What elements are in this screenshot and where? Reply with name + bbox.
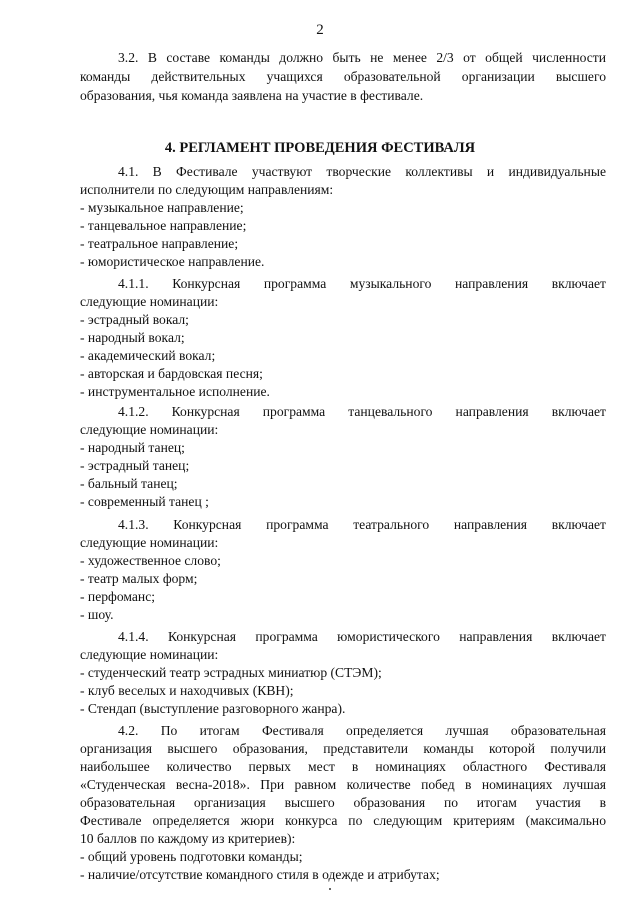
- para-4-2-line-2: организация высшего образования, представители команды которой получили: [80, 741, 606, 756]
- para-4-1-1-line-2: следующие номинации:: [80, 294, 219, 309]
- music-nomination: - эстрадный вокал;: [80, 312, 189, 327]
- criteria-item: - наличие/отсутствие командного стиля в одежде и атрибутах;: [80, 867, 440, 882]
- para-3-2-line-3: образования, чья команда заявлена на участие в фестивале.: [80, 88, 424, 103]
- para-4-1-1-line-1: 4.1.1. Конкурсная программа музыкального направления включает: [118, 276, 606, 291]
- music-nomination: - авторская и бардовская песня;: [80, 366, 263, 381]
- music-nomination: - академический вокал;: [80, 348, 216, 363]
- dance-nomination: - современный танец ;: [80, 494, 209, 509]
- section-title: 4. РЕГЛАМЕНТ ПРОВЕДЕНИЯ ФЕСТИВАЛЯ: [164, 140, 476, 156]
- para-4-2-line-3: наибольшее количество первых мест в номинациях областного Фестиваля: [80, 759, 606, 774]
- humor-nomination: - студенческий театр эстрадных миниатюр (СТЭМ);: [80, 665, 382, 680]
- humor-nomination: - Стендап (выступление разговорного жанра).: [80, 701, 346, 716]
- dance-nomination: - эстрадный танец;: [80, 458, 190, 473]
- theatre-nomination: - шоу.: [80, 607, 114, 622]
- page-number: 2: [316, 22, 324, 38]
- theatre-nomination: - художественное слово;: [80, 553, 221, 568]
- theatre-nomination: - перфоманс;: [80, 589, 156, 604]
- para-4-1-line-1: 4.1. В Фестивале участвуют творческие коллективы и индивидуальные: [118, 164, 606, 179]
- music-nomination: - инструментальное исполнение.: [80, 384, 270, 399]
- dance-nomination: - бальный танец;: [80, 476, 178, 491]
- para-4-1-4-line-1: 4.1.4. Конкурсная программа юмористического направления включает: [118, 629, 606, 644]
- para-4-1-3-line-2: следующие номинации:: [80, 535, 219, 550]
- para-4-1-3-line-1: 4.1.3. Конкурсная программа театрального направления включает: [118, 517, 606, 532]
- para-4-1-2-line-1: 4.1.2. Конкурсная программа танцевального направления включает: [118, 404, 606, 419]
- scan-speck: [329, 888, 331, 890]
- direction-item: - музыкальное направление;: [80, 200, 244, 215]
- dance-nomination: - народный танец;: [80, 440, 185, 455]
- criteria-item: - общий уровень подготовки команды;: [80, 849, 303, 864]
- direction-item: - юмористическое направление.: [80, 254, 265, 269]
- para-4-1-2-line-2: следующие номинации:: [80, 422, 219, 437]
- direction-item: - театральное направление;: [80, 236, 239, 251]
- para-4-1-line-2: исполнители по следующим направлениям:: [80, 182, 334, 197]
- para-4-2-line-4: «Студенческая весна-2018». При равном количестве побед в номинациях лучшая: [80, 777, 606, 792]
- para-4-2-line-7: 10 баллов по каждому из критериев):: [80, 831, 296, 846]
- para-4-1-4-line-2: следующие номинации:: [80, 647, 219, 662]
- para-4-2-line-5: образовательная организация высшего образования по итогам участия в: [80, 795, 606, 810]
- para-4-2-line-1: 4.2. По итогам Фестиваля определяется лучшая образовательная: [118, 723, 606, 738]
- para-3-2-line-2: команды действительных учащихся образовательной организации высшего: [80, 69, 606, 84]
- direction-item: - танцевальное направление;: [80, 218, 247, 233]
- para-3-2-line-1: 3.2. В составе команды должно быть не менее 2/3 от общей численности: [118, 50, 606, 65]
- humor-nomination: - клуб веселых и находчивых (КВН);: [80, 683, 294, 698]
- para-4-2-line-6: Фестивале определяется жюри конкурса по следующим критериям (максимально: [80, 813, 606, 828]
- music-nomination: - народный вокал;: [80, 330, 185, 345]
- theatre-nomination: - театр малых форм;: [80, 571, 198, 586]
